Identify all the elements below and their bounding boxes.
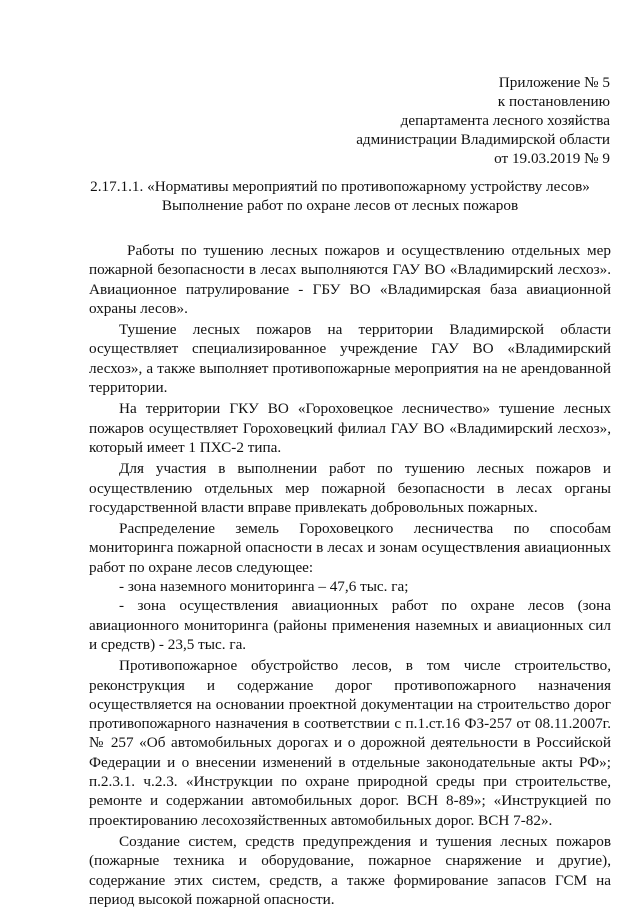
appendix-header [356,73,610,168]
appendix-number: Приложение № 5 [498,74,610,91]
paragraph-volunteers: Для участия в выполнении работ по тушению лесных пожаров и осуществлению отдельных мер пожарной безопасности в лесах органы государственной власти вправе привлекать добровольных пожарных. [89,460,611,516]
appendix-department-line: департамента лесного хозяйства [400,112,610,129]
appendix-administration-line: администрации Владимирской области [356,131,610,148]
document-body [89,241,611,909]
section-subtitle: Выполнение работ по охране лесов от лесных пожаров [161,197,519,214]
appendix-resolution-line: к постановлению [497,93,610,110]
paragraph-warning-systems: Создание систем, средств предупреждения и тушения лесных пожаров (пожарные техника и оборудование, пожарное снаряжение и другие), содержание этих систем, средств, а также формирование запасов ГСМ на период высокой пожарной опасности. [89,832,611,908]
paragraph-fire-prevention-roads: Противопожарное обустройство лесов, в том числе строительство, реконструкция и содержание дорог противопожарного назначения осуществляется на основании проектной документации на строительство дорог противопожарного назначения в соответствии с п.1.ст.16 ФЗ-257 от 08.11.2007г. № 257 «Об автомобильных дорогах и о дорожной деятельности в Российской Федерации и о внесении изменений в отдельные законодательные акты РФ»; п.2.3.1. ч.2.3. «Инструкции по охране природной среды при строительстве, ремонте и содержании автомобильных дорог. ВСН 8-89»; «Инструкцией по проектированию лесохозяйственных автомобильных дорог. ВСН 7-82». [89,657,611,829]
appendix-date-line: от 19.03.2019 № 9 [494,150,610,167]
section-heading [60,177,620,215]
paragraph-gorokhovets-territory: На территории ГКУ ВО «Гороховецкое лесничество» тушение лесных пожаров осуществляет Гороховецкий филиал ГАУ ВО «Владимирский лесхоз», который имеет 1 ПХС-2 типа. [89,400,611,456]
list-item-aviation-monitoring: - зона осуществления авиационных работ по охране лесов (зона авиационного мониторинга (районы применения наземных и авиационных сил и средств) - 23,5 тыс. га. [89,597,611,653]
paragraph-firefighting: Работы по тушению лесных пожаров и осуществлению отдельных мер пожарной безопасности в лесах выполняются ГАУ ВО «Владимирский лесхоз». Авиационное патрулирование - ГБУ ВО «Владимирская база авиационной охраны лесов». [89,242,611,317]
section-title: 2.17.1.1. «Нормативы мероприятий по противопожарному устройству лесов» [90,178,590,195]
paragraph-extinguishing: Тушение лесных пожаров на территории Владимирской области осуществляет специализированное учреждение ГАУ ВО «Владимирский лесхоз», а также выполняет противопожарные мероприятия на не арендованной территории. [89,321,611,397]
list-item-ground-monitoring: - зона наземного мониторинга – 47,6 тыс. га; [119,578,409,596]
paragraph-land-distribution: Распределение земель Гороховецкого лесничества по способам мониторинга пожарной опасности в лесах и зонам осуществления авиационных работ по охране лесов следующее: [89,520,611,576]
